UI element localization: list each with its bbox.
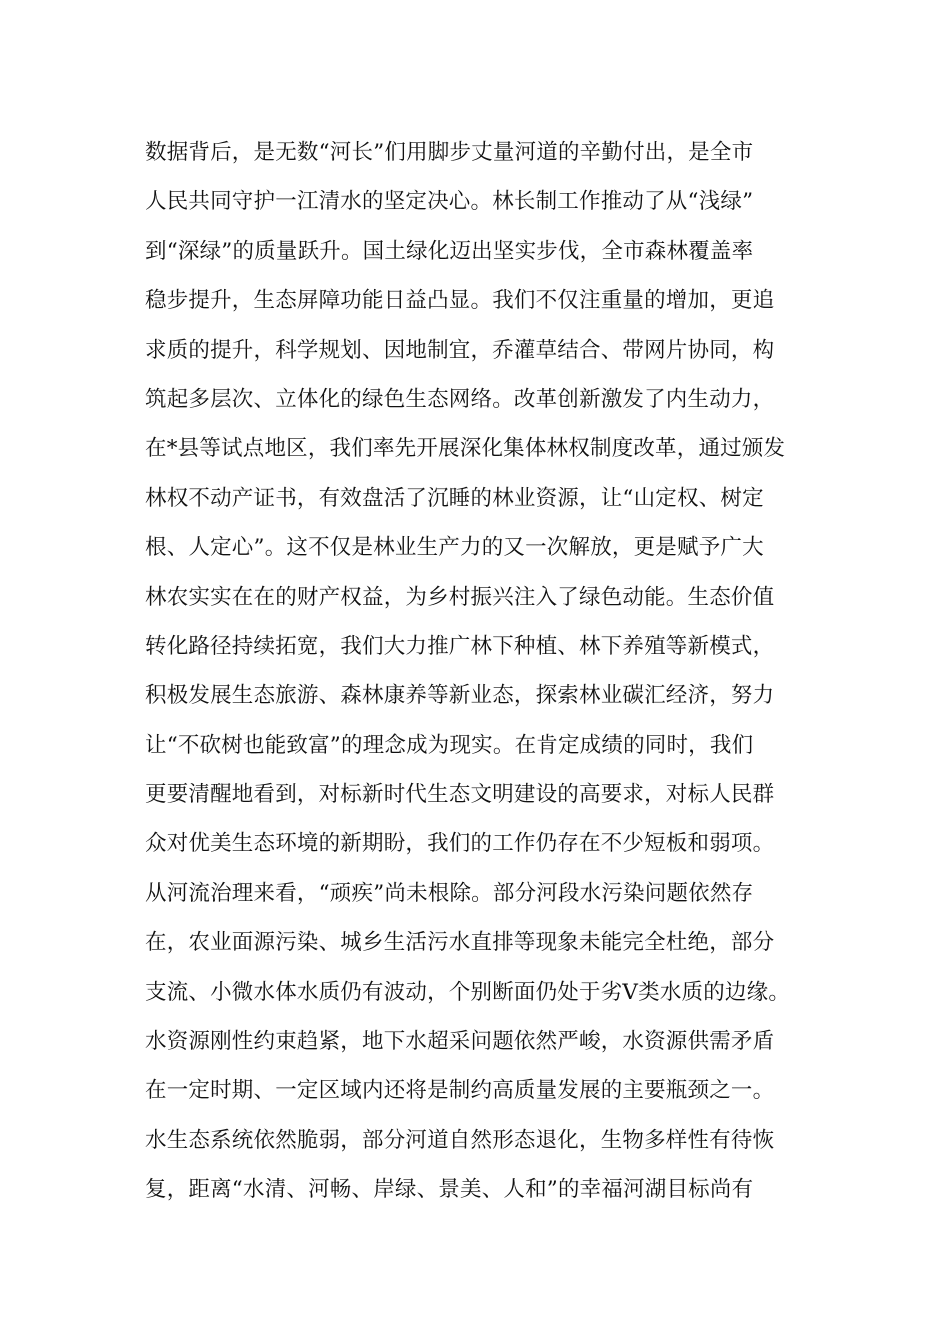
text-line: 从河流治理来看，“顽疾”尚未根除。部分河段水污染问题依然存 — [145, 880, 754, 906]
text-line: 让“不砍树也能致富”的理念成为现实。在肯定成绩的同时，我们 — [145, 732, 754, 758]
text-line: 在，农业面源污染、城乡生活污水直排等现象未能完全杜绝，部分 — [145, 930, 775, 956]
text-line: 数据背后，是无数“河长”们用脚步丈量河道的辛勤付出，是全市 — [145, 140, 754, 165]
text-line: 林农实实在在的财产权益，为乡村振兴注入了绿色动能。生态价值 — [145, 584, 775, 610]
body-paragraph — [145, 128, 825, 1215]
text-line: 根、人定心”。这不仅是林业生产力的又一次解放，更是赋予广大 — [145, 535, 764, 561]
text-line: 复，距离“水清、河畅、岸绿、景美、人和”的幸福河湖目标尚有 — [145, 1177, 754, 1203]
text-line: 人民共同守护一江清水的坚定决心。林长制工作推动了从“浅绿” — [145, 189, 754, 215]
text-line: 众对优美生态环境的新期盼，我们的工作仍存在不少短板和弱项。 — [145, 831, 775, 857]
text-line: 积极发展生态旅游、森林康养等新业态，探索林业碳汇经济，努力 — [145, 683, 775, 709]
text-line: 转化路径持续拓宽，我们大力推广林下种植、林下养殖等新模式， — [145, 633, 775, 659]
text-line: 水生态系统依然脆弱，部分河道自然形态退化，生物多样性有待恢 — [145, 1127, 775, 1153]
text-line: 求质的提升，科学规划、因地制宜，乔灌草结合、带网片协同，构 — [145, 337, 775, 363]
text-line: 筑起多层次、立体化的绿色生态网络。改革创新激发了内生动力， — [145, 386, 775, 412]
text-line: 支流、小微水体水质仍有波动，个别断面仍处于劣Ⅴ类水质的边缘。 — [145, 979, 791, 1005]
text-line: 到“深绿”的质量跃升。国土绿化迈出坚实步伐，全市森林覆盖率 — [145, 238, 754, 264]
text-line: 水资源刚性约束趋紧，地下水超采问题依然严峻，水资源供需矛盾 — [145, 1029, 775, 1055]
text-line: 更要清醒地看到，对标新时代生态文明建设的高要求，对标人民群 — [145, 782, 775, 808]
text-line: 在*县等试点地区，我们率先开展深化集体林权制度改革，通过颁发 — [145, 436, 786, 462]
text-line: 林权不动产证书，有效盘活了沉睡的林业资源，让“山定权、树定 — [145, 485, 764, 511]
text-line: 在一定时期、一定区域内还将是制约高质量发展的主要瓶颈之一。 — [145, 1078, 775, 1104]
text-line: 稳步提升，生态屏障功能日益凸显。我们不仅注重量的增加，更追 — [145, 288, 775, 314]
